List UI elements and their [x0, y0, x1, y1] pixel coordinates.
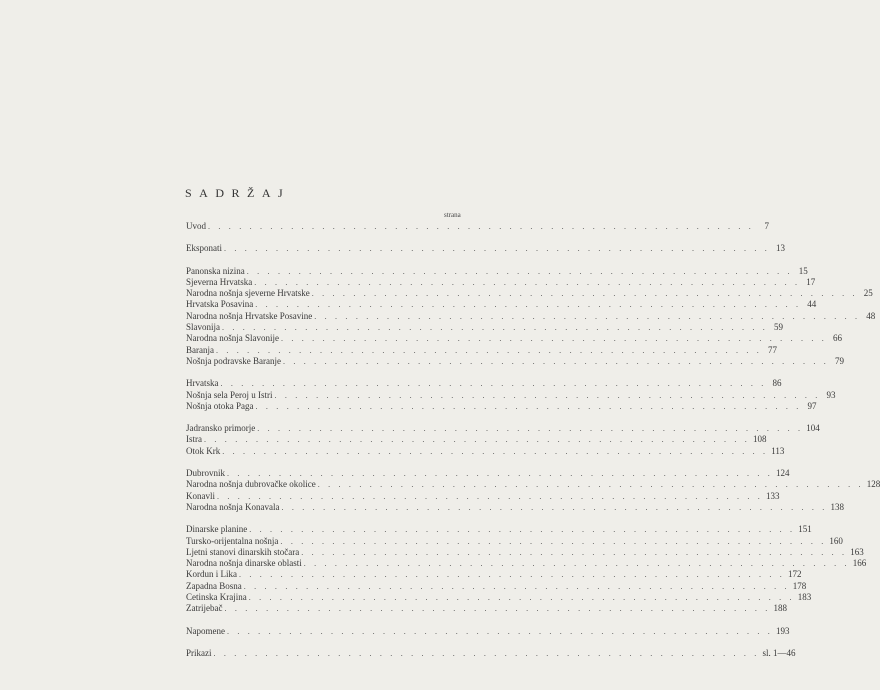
dot-leader: . . . . . . . . . . . . . . . . . . . . . . . . . . . . . . . . . . . . . . . . . . . . . . . . . . . . .	[204, 435, 750, 445]
toc-entry	[186, 434, 767, 445]
dot-leader: . . . . . . . . . . . . . . . . . . . . . . . . . . . . . . . . . . . . . . . . . . . . . . . . . . . . .	[301, 547, 848, 557]
toc-entry-page: sl. 1—46	[762, 647, 796, 658]
toc-entry-title: Dinarske planine	[186, 524, 248, 535]
toc-entry-page: 183	[797, 592, 812, 603]
toc-entry-title: Cetinska Krajina	[186, 592, 247, 603]
toc-entry-page: 163	[850, 546, 864, 557]
dot-leader: . . . . . . . . . . . . . . . . . . . . . . . . . . . . . . . . . . . . . . . . . . . . . . . . . . . . .	[317, 480, 864, 490]
toc-section	[186, 221, 769, 232]
page-title: SADRŽAJ	[185, 186, 291, 200]
dot-leader: . . . . . . . . . . . . . . . . . . . . . . . . . . . . . . . . . . . . . . . . . . . . . . . . . . . . .	[227, 469, 773, 479]
toc-entry-page: 104	[806, 423, 820, 434]
toc-entry-page: 178	[792, 580, 807, 591]
dot-leader: . . . . . . . . . . . . . . . . . . . . . . . . . . . . . . . . . . . . . . . . . . . . . . . . . . . . .	[303, 559, 850, 569]
toc-entry-page: 160	[829, 535, 843, 546]
toc-entry-page: 48	[866, 310, 876, 321]
toc-entry-title: Sjeverna Hrvatska	[186, 276, 253, 287]
dot-leader: . . . . . . . . . . . . . . . . . . . . . . . . . . . . . . . . . . . . . . . . . . . . . . . . . . . . .	[246, 266, 793, 276]
toc-entry-page: 77	[767, 344, 777, 355]
dot-leader: . . . . . . . . . . . . . . . . . . . . . . . . . . . . . . . . . . . . . . . . . . . . . . . . . . . . .	[274, 390, 821, 400]
toc-entry	[186, 400, 817, 412]
toc-entry	[186, 299, 817, 310]
toc-section	[186, 243, 785, 254]
toc-entry	[186, 501, 844, 513]
toc-entry	[186, 569, 802, 580]
toc-entry-title: Hrvatska	[186, 378, 219, 389]
toc-section	[186, 468, 880, 513]
dot-leader: . . . . . . . . . . . . . . . . . . . . . . . . . . . . . . . . . . . . . . . . . . . . . . . . . . . . .	[222, 446, 769, 456]
dot-leader: . . . . . . . . . . . . . . . . . . . . . . . . . . . . . . . . . . . . . . . . . . . . . . . . . . . . .	[248, 593, 795, 603]
toc-entry-page: 151	[798, 524, 812, 535]
page-column-header: strana	[444, 211, 461, 219]
toc-entry-title: Tursko-orijentalna nošnja	[186, 535, 279, 546]
toc-entry	[186, 546, 864, 558]
toc-entry-title: Kordun i Lika	[186, 569, 237, 580]
toc-entry-page: 59	[774, 322, 783, 333]
toc-entry	[186, 423, 820, 434]
toc-entry-title: Narodna nošnja Konavala	[186, 501, 280, 512]
toc-entry-title: Panonska nizina	[186, 265, 245, 276]
toc-entry-page: 166	[852, 558, 867, 569]
toc-entry	[186, 445, 785, 457]
dot-leader: . . . . . . . . . . . . . . . . . . . . . . . . . . . . . . . . . . . . . . . . . . . . . . . . . . . . .	[222, 323, 768, 333]
toc-entry	[186, 558, 867, 569]
toc-entry-page: 86	[772, 378, 782, 389]
dot-leader: . . . . . . . . . . . . . . . . . . . . . . . . . . . . . . . . . . . . . . . . . . . . . . . . . . . . .	[208, 222, 754, 231]
toc-entry-title: Narodna nošnja Slavonije	[186, 333, 279, 344]
toc-entry-page: 66	[832, 333, 842, 344]
dot-leader: . . . . . . . . . . . . . . . . . . . . . . . . . . . . . . . . . . . . . . . . . . . . . . . . . . . . .	[249, 525, 796, 535]
toc-entry-title: Zapadna Bosna	[186, 580, 242, 591]
toc-entry-title: Baranja	[186, 344, 214, 355]
toc-entry-title: Nošnja otoka Paga	[186, 400, 254, 411]
dot-leader: . . . . . . . . . . . . . . . . . . . . . . . . . . . . . . . . . . . . . . . . . . . . . . . . . . . . .	[226, 626, 773, 636]
toc-entry-page: 13	[776, 243, 785, 254]
dot-leader: . . . . . . . . . . . . . . . . . . . . . . . . . . . . . . . . . . . . . . . . . . . . . . . . . . . . .	[239, 570, 785, 580]
toc-entry	[186, 647, 796, 659]
toc-entry-title: Zatrijebač	[186, 603, 223, 614]
toc-entry-page: 15	[798, 265, 808, 276]
toc-entry-title: Narodna nošnja dinarske oblasti	[186, 558, 302, 569]
toc-entry-title: Narodna nošnja Hrvatske Posavine	[186, 310, 313, 321]
toc-entry	[186, 592, 812, 603]
toc-entry	[186, 625, 790, 637]
toc-section	[186, 378, 836, 412]
toc-entry	[186, 322, 783, 333]
toc-entry-page: 108	[753, 434, 767, 445]
toc-entry-page: 25	[863, 288, 873, 299]
toc-section	[186, 647, 796, 659]
dot-leader: . . . . . . . . . . . . . . . . . . . . . . . . . . . . . . . . . . . . . . . . . . . . . . . . . . . . .	[220, 379, 767, 389]
toc-entry-title: Otok Krk	[186, 445, 221, 456]
toc-entry-page: 7	[764, 221, 769, 231]
toc-entry	[186, 490, 780, 502]
toc-entry-title: Prikazi	[186, 647, 212, 658]
dot-leader: . . . . . . . . . . . . . . . . . . . . . . . . . . . . . . . . . . . . . . . . . . . . . . . . . . . . .	[314, 311, 861, 321]
toc-entry-title: Hrvatska Posavina	[186, 299, 254, 310]
dot-leader: . . . . . . . . . . . . . . . . . . . . . . . . . . . . . . . . . . . . . . . . . . . . . . . . . . . . .	[243, 581, 790, 591]
toc-entry	[186, 310, 876, 322]
toc-entry	[186, 524, 812, 535]
dot-leader: . . . . . . . . . . . . . . . . . . . . . . . . . . . . . . . . . . . . . . . . . . . . . . . . . . . . .	[215, 345, 762, 355]
table-of-contents	[186, 221, 880, 670]
toc-entry-page: 93	[826, 389, 836, 400]
toc-section	[186, 265, 876, 368]
toc-entry	[186, 378, 782, 389]
toc-entry-page: 128	[866, 479, 880, 490]
toc-entry-title: Ljetni stanovi dinarskih stočara	[186, 546, 300, 557]
toc-entry	[186, 389, 836, 401]
dot-leader: . . . . . . . . . . . . . . . . . . . . . . . . . . . . . . . . . . . . . . . . . . . . . . . . . . . . .	[255, 300, 802, 310]
toc-entry-title: Jadransko primorje	[186, 423, 256, 434]
toc-entry-page: 17	[806, 276, 816, 287]
toc-entry-title: Narodna nošnja sjeverne Hrvatske	[186, 288, 310, 299]
dot-leader: . . . . . . . . . . . . . . . . . . . . . . . . . . . . . . . . . . . . . . . . . . . . . . . . . . . . .	[280, 536, 827, 546]
toc-entry-title: Dubrovnik	[186, 468, 225, 479]
toc-entry-title: Nošnja podravske Baranje	[186, 355, 281, 366]
toc-entry-page: 113	[771, 445, 785, 456]
toc-entry	[186, 276, 816, 288]
toc-entry-page: 138	[830, 501, 844, 512]
toc-entry-title: Slavonija	[186, 322, 220, 333]
toc-entry	[186, 468, 790, 479]
toc-entry	[186, 479, 880, 490]
dot-leader: . . . . . . . . . . . . . . . . . . . . . . . . . . . . . . . . . . . . . . . . . . . . . . . . . . . . .	[281, 502, 828, 512]
dot-leader: . . . . . . . . . . . . . . . . . . . . . . . . . . . . . . . . . . . . . . . . . . . . . . . . . . . . .	[254, 277, 801, 287]
toc-entry	[186, 344, 777, 356]
toc-entry	[186, 355, 844, 367]
dot-leader: . . . . . . . . . . . . . . . . . . . . . . . . . . . . . . . . . . . . . . . . . . . . . . . . . . . . .	[217, 491, 763, 501]
toc-entry-title: Istra	[186, 434, 202, 445]
toc-entry-page: 133	[766, 490, 780, 501]
toc-entry	[186, 580, 807, 592]
toc-entry-page: 44	[807, 299, 817, 310]
dot-leader: . . . . . . . . . . . . . . . . . . . . . . . . . . . . . . . . . . . . . . . . . . . . . . . . . . . . .	[224, 244, 770, 254]
toc-section	[186, 524, 867, 614]
toc-entry	[186, 535, 843, 547]
toc-entry-page: 124	[776, 468, 790, 479]
toc-entry	[186, 221, 769, 232]
dot-leader: . . . . . . . . . . . . . . . . . . . . . . . . . . . . . . . . . . . . . . . . . . . . . . . . . . . . .	[311, 289, 858, 299]
dot-leader: . . . . . . . . . . . . . . . . . . . . . . . . . . . . . . . . . . . . . . . . . . . . . . . . . . . . .	[257, 424, 804, 434]
toc-entry-page: 188	[773, 603, 787, 614]
dot-leader: . . . . . . . . . . . . . . . . . . . . . . . . . . . . . . . . . . . . . . . . . . . . . . . . . . . . .	[282, 356, 829, 366]
toc-entry-title: Narodna nošnja dubrovačke okolice	[186, 479, 316, 490]
toc-entry-title: Eksponati	[186, 243, 222, 254]
dot-leader: . . . . . . . . . . . . . . . . . . . . . . . . . . . . . . . . . . . . . . . . . . . . . . . . . . . . .	[224, 604, 771, 614]
toc-entry-page: 172	[788, 569, 802, 580]
toc-entry-title: Nošnja sela Peroj u Istri	[186, 389, 273, 400]
toc-entry-title: Konavli	[186, 490, 215, 501]
toc-entry	[186, 288, 873, 299]
toc-entry-title: Napomene	[186, 625, 225, 636]
dot-leader: . . . . . . . . . . . . . . . . . . . . . . . . . . . . . . . . . . . . . . . . . . . . . . . . . . . . .	[280, 334, 827, 344]
dot-leader: . . . . . . . . . . . . . . . . . . . . . . . . . . . . . . . . . . . . . . . . . . . . . . . . . . . . .	[213, 648, 760, 658]
toc-entry-page: 79	[834, 355, 844, 366]
toc-entry-page: 97	[807, 400, 817, 411]
toc-entry	[186, 243, 785, 254]
toc-entry	[186, 603, 787, 614]
toc-section	[186, 625, 790, 637]
toc-section	[186, 423, 820, 457]
toc-entry	[186, 333, 842, 344]
dot-leader: . . . . . . . . . . . . . . . . . . . . . . . . . . . . . . . . . . . . . . . . . . . . . . . . . . . . .	[255, 401, 802, 411]
toc-entry-title: Uvod	[186, 221, 206, 231]
toc-entry-page: 193	[775, 625, 790, 636]
toc-entry	[186, 265, 808, 277]
